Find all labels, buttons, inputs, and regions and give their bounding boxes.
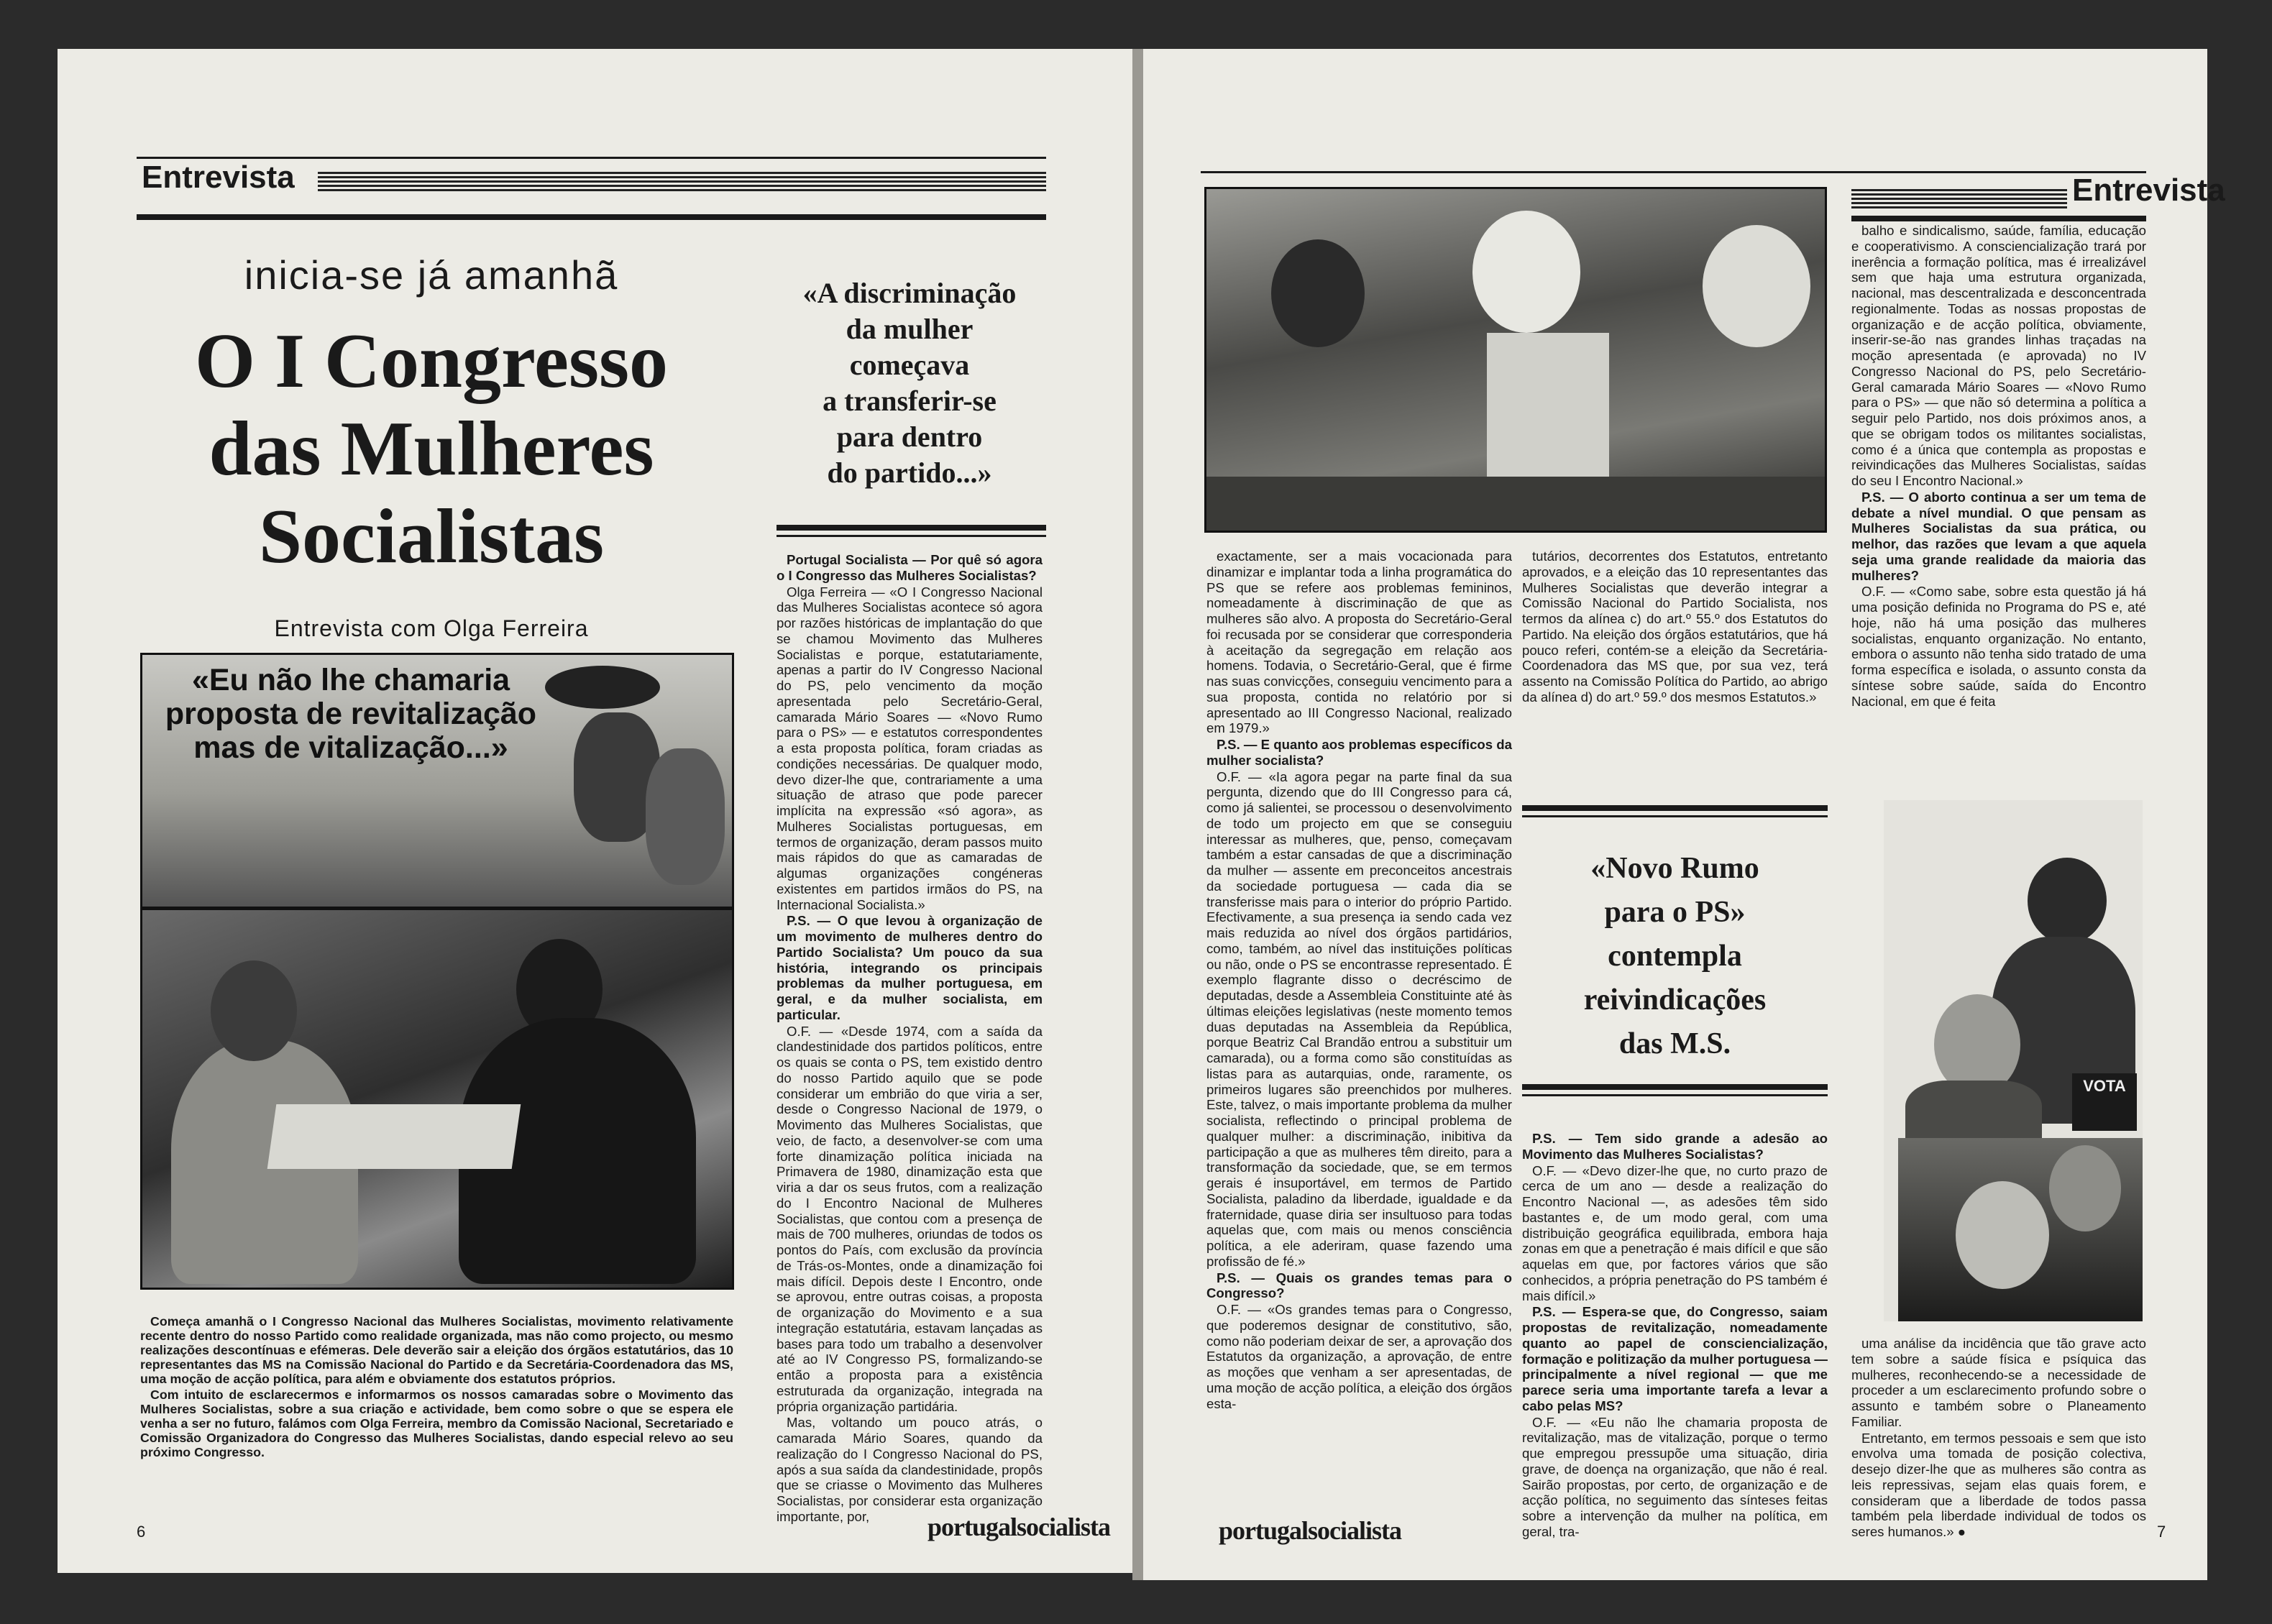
pull-quote-line: reivindicações xyxy=(1583,983,1767,1017)
headline xyxy=(137,318,726,581)
answer: tutários, decorrentes dos Estatutos, entretanto aprovados, e a eleição das 10 representantes das Mulheres Socialistas que deverão integrar a Comissão Nacional do Partido Socialista, nos termos da alínea c) do art.º 55.º dos Estatutos do Partido. Na eleição dos órgãos estatutários, que há pouco referi, contém-se a eleição da Secretária-Coordenadora das MS que, por sua vez, terá assento na Comissão Política do Partido, ao abrigo da alínea d) do art.º 59.º dos mesmos Estatutos.» xyxy=(1522,549,1828,705)
section-rule xyxy=(1851,216,2146,221)
figure-shape xyxy=(646,748,725,885)
answer: balho e sindicalismo, saúde, família, educação e cooperativismo. A consciencialização trará por inerência a formação política, mas é irrealizável sem que haja uma estrutura organizada, nacional, mas descentralizada e desconcentrada regionalmente. Todas as nossas propostas de organização e de acção política, obviamente, inserir-se-ão nas grandes linhas traçadas na moção apresentada (e aprovada) no IV Congresso Nacional do PS, pelo Secretário-Geral camarada Mário Soares — «Novo Rumo para o PS» — que não só determina a política a seguir pelo Partido, nos dois próximos anos, a que se obrigam todos os militantes socialistas, como é a única que contempla as propostas e reivindicações das Mulheres Socialistas, saídas do seu I Encontro Nacional.» xyxy=(1851,223,2146,488)
section-hatch-bar xyxy=(318,170,1046,191)
pull-quote-line: das M.S. xyxy=(1618,1027,1731,1060)
section-label: Entrevista xyxy=(2072,173,2225,208)
pull-quote-line: da mulher xyxy=(846,313,974,345)
pull-quote-rule-thin xyxy=(1522,815,1828,817)
answer: O.F. — «Ia agora pegar na parte final da sua pergunta, dizendo que do III Congresso para cá, como já salientei, se processou o desenvolvimento de todo um projecto em que se conseguiu interessar as mulheres, que, penso, começavam também a estar cansadas de que a discriminação da mulher — assente em preconceitos ancestrais da sociedade portuguesa — cada dia se transferisse mais para o interior do próprio Partido. Efectivamente, a sua presença ia sendo cada vez mais reduzida ao nível dos órgãos partidários, como, também, ao nível das instituições políticas ou não, onde o PS se encontrasse representado. É exemplo flagrante disso o decréscimo de deputadas, desde a Assembleia Constituinte até às últimas eleições legislativas (neste momento temos duas deputadas na Assembleia da República, porque Beatriz Cal Brandão entrou a substituir um camarada), ou a forma como são constituídas as listas para as autarquias, onde, raramente, os primeiros lugares são preenchidos por mulheres. Este, talvez, o mais importante problema da mulher socialista, reflectindo o principal problema de qualquer mulher: a discriminação, inibitiva da participação a que as mulheres têm direito, para a transformação da sociedade, que, se em termos gerais é insuportável, em termos de Partido Socialista, paladino da liberdade, igualdade e da fraternidade, quase diria ser insultuoso para todas aquelas que, com mais ou menos consciência política, a ele aderiram, quase fazendo uma profissão de fé.» xyxy=(1206,769,1512,1269)
head-shape xyxy=(1934,994,2020,1095)
kicker: inicia-se já amanhã xyxy=(244,252,619,298)
workbench xyxy=(1206,477,1825,531)
answer: O.F. — «Os grandes temas para o Congresso, que poderemos designar de constitutivo, são, como não poderiam deixar de ser, a aprovação dos Estatutos da organização, a aprovação, de entre as moções que venham a ser apresentadas, de uma moção de acção política, a eleição dos órgãos esta- xyxy=(1206,1302,1512,1411)
section-hatch-bar xyxy=(1851,187,2067,208)
right-page xyxy=(1143,49,2225,1580)
headscarf-shape xyxy=(1703,225,1810,347)
article-column-1 xyxy=(1206,549,1512,1551)
question: P.S. — Espera-se que, do Congresso, saiam propostas de revitalização, nomeadamente quanto ao papel de consciencialização, formação e politização da mulher portuguesa — principalmente a nível regional — que me parece seria uma importante tarefa a levar a cabo pelas MS? xyxy=(1522,1304,1828,1413)
article-column-3-bottom xyxy=(1851,1336,2146,1551)
answer: O.F. — «Eu não lhe chamaria proposta de revitalização, mas de vitalização, porque o termo que empregou pressupõe uma situação, diria grave, de doença na organização, que não é real. Sairão propostas, por certo, de organização e de acção política, no seguimento das sínteses feitas sobre a intervenção da mulher na política, em geral, tra- xyxy=(1522,1414,1828,1539)
photo-collage-leaders xyxy=(1884,800,2143,1321)
headline-line-2: das Mulheres xyxy=(209,406,654,492)
intro-paragraph: Começa amanhã o I Congresso Nacional das Mulheres Socialistas, movimento relativamente recente dentro do nosso Partido como realidade organizada, mas não como projecto, ou mesmo realizações descontínuas e efémeras. Dele deverão sair a eleição dos órgãos estatutários, das 10 representantes das MS na Comissão Nacional do Partido e da Secretária-Coordenadora das MS, uma moção de acção política, para além e obviamente dos estatutos próprios. xyxy=(140,1314,733,1387)
page-number: 6 xyxy=(137,1523,146,1541)
answer: Mas, voltando um pouco atrás, o camarada Mário Soares, quando da realização do I Congresso Nacional do PS, após a sua saída da clandestinidade, propôs que se criasse o Movimento das Mulheres Socialistas, por considerar esta organização importante, por, xyxy=(777,1415,1043,1524)
section-label: Entrevista xyxy=(142,160,295,195)
photo-quote xyxy=(150,664,552,765)
photo-quote-line-3: mas de vitalização...» xyxy=(193,730,508,765)
top-rule xyxy=(1201,171,2146,173)
page-number: 7 xyxy=(2157,1523,2166,1541)
face-shape xyxy=(2049,1145,2121,1231)
pull-quote-line: começava xyxy=(849,349,970,381)
answer: uma análise da incidência que tão grave acto tem sobre a saúde física e psíquica das mulheres, reconhecendo-se a necessidade de proceder a um esclarecimento profundo sobre o assunto e também sobre o Planeamento Familiar. xyxy=(1851,1336,2146,1429)
face-shape xyxy=(1956,1181,2049,1289)
headscarf-shape xyxy=(1472,211,1580,333)
pull-quote-line: a transferir-se xyxy=(823,385,997,417)
article-column-2-top xyxy=(1522,549,1828,800)
answer: O.F. — «Devo dizer-lhe que, no curto prazo de cerca de um ano — desde a realização do Encontro Nacional —, as adesões têm sido bastantes e, de um modo geral, com uma distribuição geográfica equilibrada, embora haja zonas em que a penetração é mais difícil e que são aquelas em que, por factores vários que são conhecidos, a própria penetração do PS também é mais difícil.» xyxy=(1522,1162,1828,1303)
desk-papers xyxy=(267,1104,521,1169)
pull-quote-rule xyxy=(1522,805,1828,811)
article-column-3-top xyxy=(1851,223,2146,784)
headline-line-3: Socialistas xyxy=(258,494,605,579)
umbrella-shape xyxy=(545,666,660,709)
photo-archive-women xyxy=(140,653,734,909)
pull-quote xyxy=(1522,847,1828,1066)
photo-interview xyxy=(140,908,734,1290)
photo-factory-workers xyxy=(1204,187,1827,533)
intro-paragraph: Com intuito de esclarecermos e informarmos os nossos camaradas sobre o Movimento das Mulheres Socialistas, sobre a sua criação e actividade, bem como sobre o que se espera ele venha a ser no futuro, falámos com Olga Ferreira, membro da Comissão Nacional, Secretariado e Comissão Organizadora do Congresso das Mulheres Socialistas, dando especial relevo ao seu próximo Congresso. xyxy=(140,1387,733,1459)
intro-text xyxy=(140,1314,733,1494)
pull-quote-rule xyxy=(1522,1084,1828,1090)
question: P.S. — O que levou à organização de um movimento de mulheres dentro do Partido Socialista? Um pouco da sua história, integrando os principais problemas da mulher portuguesa, em geral, e da mulher socialista, em particular. xyxy=(777,913,1043,1022)
pull-quote-line: «Novo Rumo xyxy=(1590,852,1759,885)
answer: Olga Ferreira — «O I Congresso Nacional das Mulheres Socialistas acontece só agora por razões históricas de implantação do que se chamou Movimento das Mulheres Socialistas e porque, estatutariamente, apenas a partir do IV Congresso Nacional do PS, pelo vencimento da moção apresentada pelo Secretário-Geral, camarada Mário Soares — «Novo Rumo para o PS» — e estatutos correspondentes a esta proposta política, foram criadas as condições necessárias. De qualquer modo, devo dizer-lhe que, contrariamente a uma situação de atraso que pode parecer implícita na expressão «só agora», as Mulheres Socialistas portuguesas, em termos de organização, deram passos muito mais rápidos do que as camaradas de algumas organizações congéneras existentes em partidos irmãos do PS, na Internacional Socialista.» xyxy=(777,584,1043,912)
photo-quote-line-2: proposta de revitalização xyxy=(165,697,537,731)
pull-quote-line: «A discriminação xyxy=(802,277,1017,309)
vota-poster xyxy=(2072,1073,2137,1131)
pull-quote-line: para o PS» xyxy=(1604,896,1746,929)
head-shape xyxy=(2028,858,2107,944)
section-rule xyxy=(137,214,1046,220)
byline: Entrevista com Olga Ferreira xyxy=(274,615,589,641)
question: P.S. — Quais os grandes temas para o Congresso? xyxy=(1206,1270,1512,1301)
head-shape xyxy=(1271,239,1365,347)
headline-line-1: O I Congresso xyxy=(194,318,669,404)
masthead-logo: portugalsocialista xyxy=(1219,1516,1402,1545)
magazine-spine xyxy=(1132,49,1143,1580)
top-rule xyxy=(137,157,1046,159)
masthead-logo: portugalsocialista xyxy=(927,1513,1111,1541)
pull-quote-rule xyxy=(777,525,1046,531)
question: P.S. — O aborto continua a ser um tema de debate a nível mundial. O que pensam as Mulheres Socialistas da sua prática, ou melhor, das razões que levam a que aquela seja uma grande realidade da maioria das mulheres? xyxy=(1851,489,2146,583)
pull-quote-rule-thin xyxy=(777,535,1046,537)
article-column-2 xyxy=(777,552,1043,1524)
pull-quote-line: para dentro xyxy=(836,421,983,453)
pull-quote xyxy=(777,275,1043,491)
question: Portugal Socialista — Por quê só agora o I Congresso das Mulheres Socialistas? xyxy=(777,552,1043,583)
pull-quote-line: contempla xyxy=(1608,940,1742,973)
poster-text: VOTA xyxy=(2083,1077,2126,1095)
answer: O.F. — «Como sabe, sobre esta questão já há uma posição definida no Programa do PS e, até hoje, não há uma posição das mulheres socialistas, enquanto organização. No entanto, embora o assunto não tenha sido tratado de uma forma específica e isolada, o assunto consta da síntese sobre saúde, saída do Encontro Nacional, em que é feita xyxy=(1851,584,2146,709)
question: P.S. — E quanto aos problemas específicos da mulher socialista? xyxy=(1206,737,1512,768)
question: P.S. — Tem sido grande a adesão ao Movimento das Mulheres Socialistas? xyxy=(1522,1131,1828,1162)
answer: exactamente, ser a mais vocacionada para dinamizar e implantar toda a linha programática do PS que se refere aos problemas femininos, nomeadamente à discriminação de que as mulheres são alvo. A proposta do Secretário-Geral foi recusada por se considerar que corresponderia à aceitação da segregação em relação aos homens. Todavia, o Secretário-Geral, que é firme nas suas convicções, conseguiu vencimento para a sua proposta, contida no relatório por si apresentado ao III Congresso Nacional, realizado em 1979.» xyxy=(1206,549,1512,736)
pull-quote-rule-thin xyxy=(1522,1094,1828,1096)
article-column-2-bottom xyxy=(1522,1131,1828,1551)
answer: O.F. — «Desde 1974, com a saída da clandestinidade dos partidos políticos, entre os quais se conta o PS, tem existido dentro do nosso Partido aquilo que se pode considerar um embrião do que viria a ser, desde o Congresso Nacional de 1979, o Movimento das Mulheres Socialistas, que veio, de facto, a desenvolver-se com uma forte dinamização política iniciada na Primavera de 1980, dinamização esta que viria a dar os seus frutos, com a realização do I Encontro Nacional de Mulheres Socialistas, que contou com a presença de mais de 700 mulheres, oriundas de todos os pontos do País, com exclusão da província de Trás-os-Montes, onde a dinamização foi mais difícil. Depois deste I Encontro, onde se aprovou, entre outras coisas, a proposta de organização do Movimento e a sua integração estatutária, estavam lançadas as bases para todo um trabalho a desenvolver até ao IV Congresso PS, formalizando-se então a proposta para a existência estruturada da organização, integrada na própria organização partidária. xyxy=(777,1023,1043,1414)
left-page xyxy=(58,49,1132,1573)
answer: Entretanto, em termos pessoais e sem que isto envolva uma tomada de posição colectiva, desejo dizer-lhe que as mulheres são contra as leis repressivas, sejam elas quais forem, e consideram que a liberdade de todos passa também pela liberdade individual de todos os seres humanos.» ● xyxy=(1851,1430,2146,1539)
head-shape xyxy=(211,960,297,1061)
photo-elderly-women xyxy=(1898,1138,2143,1321)
pull-quote-line: do partido...» xyxy=(827,457,992,489)
photo-quote-line-1: «Eu não lhe chamaria xyxy=(191,663,510,697)
